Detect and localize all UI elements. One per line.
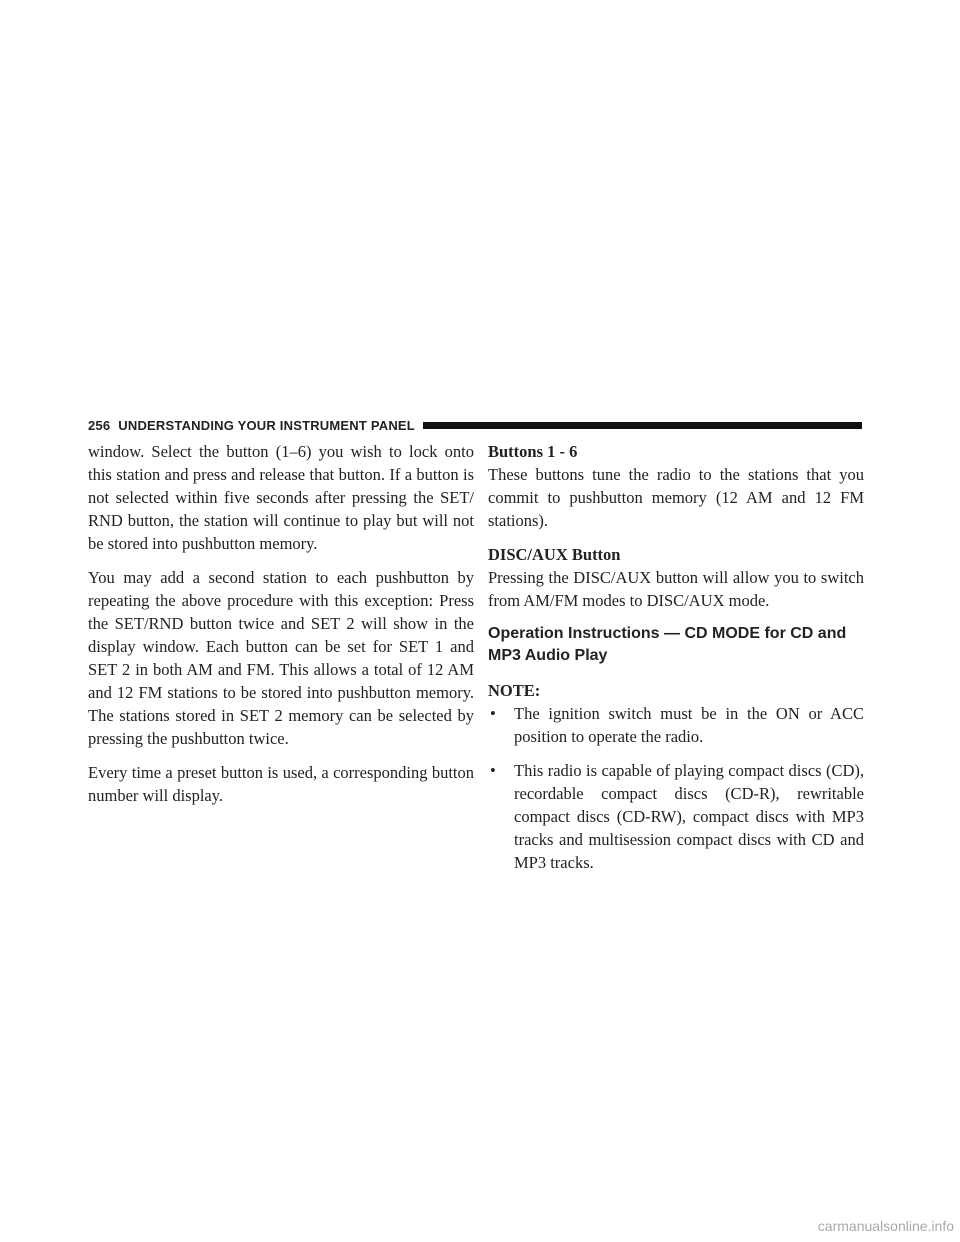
list-item bbox=[488, 759, 864, 874]
disc-aux-heading: DISC/AUX Button bbox=[488, 545, 621, 564]
left-column bbox=[88, 440, 474, 818]
disc-aux-paragraph: Pressing the DISC/AUX button will allow you to switch from AM/FM modes to DISC/AUX mode. bbox=[488, 568, 864, 610]
list-item-text: The ignition switch must be in the ON or ACC position to operate the radio. bbox=[514, 704, 864, 746]
paragraph-preset-select: window. Select the button (1–6) you wish to lock onto this station and press and release that button. If a button is not selected within five seconds after pressing the SET/ RND button, the station will continue to play but will not be stored into pushbutton memory. bbox=[88, 442, 474, 553]
watermark: carmanualsonline.info bbox=[817, 1218, 954, 1234]
paragraph-preset-display: Every time a preset button is used, a corresponding button number will display. bbox=[88, 763, 474, 805]
paragraph-second-station: You may add a second station to each pushbutton by repeating the above procedure with this exception: Press the SET/RND button twice and SET 2 will show in the display window. Each button can be set for SET 1 and SET 2 in both AM and FM. This allows a total of 12 AM and 12 FM stations to be stored into pushbutton memory. The stations stored in SET 2 memory can be selected by pressing the pushbutton twice. bbox=[88, 568, 474, 748]
list-item bbox=[488, 702, 864, 748]
right-column bbox=[488, 440, 864, 885]
list-item-text: This radio is capable of playing compact discs (CD), recordable compact discs (CD-R), rewritable compact discs (CD-RW), compact discs with MP3 tracks and multisession compact discs with CD and MP3 tracks. bbox=[514, 761, 864, 872]
section-title: UNDERSTANDING YOUR INSTRUMENT PANEL bbox=[118, 417, 415, 433]
page-number: 256 bbox=[88, 417, 111, 433]
note-list bbox=[488, 702, 864, 874]
page-header bbox=[88, 416, 862, 434]
bullet-icon: • bbox=[490, 704, 496, 723]
note-label: NOTE: bbox=[488, 681, 541, 700]
buttons-heading: Buttons 1 - 6 bbox=[488, 442, 578, 461]
buttons-paragraph: These buttons tune the radio to the stations that you commit to pushbutton memory (12 AM and 12 FM stations). bbox=[488, 465, 864, 530]
bullet-icon: • bbox=[490, 761, 496, 780]
operation-heading: Operation Instructions — CD MODE for CD and MP3 Audio Play bbox=[488, 625, 847, 664]
header-rule bbox=[423, 422, 862, 429]
